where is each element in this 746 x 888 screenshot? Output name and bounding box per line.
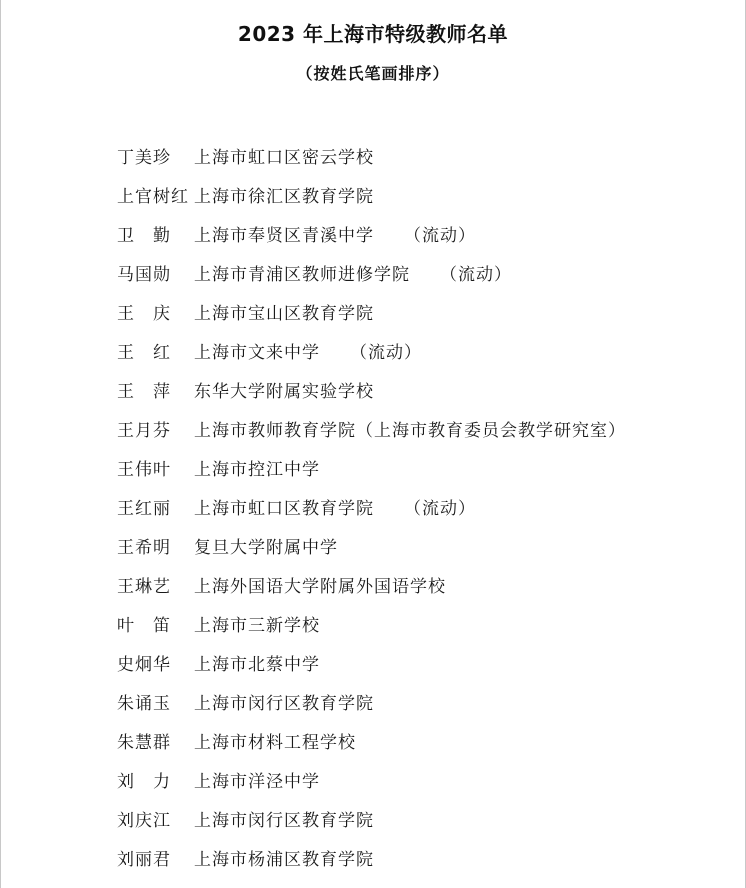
teacher-school: 复旦大学附属中学: [194, 538, 338, 558]
list-item: [117, 799, 725, 838]
teacher-name: 丁美珍: [117, 148, 171, 168]
teacher-school: 上海市宝山区教育学院: [194, 304, 374, 324]
teacher-note: （流动）: [440, 265, 512, 285]
list-item: [117, 604, 725, 643]
list-item: [117, 409, 725, 448]
teacher-name: 刘 力: [117, 772, 171, 792]
teacher-school: 上海市奉贤区青溪中学: [194, 226, 374, 246]
list-item: [117, 214, 725, 253]
list-item: [117, 448, 725, 487]
list-item: [117, 292, 725, 331]
teacher-name: 朱慧群: [117, 733, 171, 753]
teacher-note: （流动）: [404, 226, 476, 246]
teacher-name: 王伟叶: [117, 460, 171, 480]
teacher-school: 上海市教师教育学院（上海市教育委员会教学研究室）: [194, 421, 626, 441]
teacher-note: （流动）: [350, 343, 422, 363]
teacher-school: 上海市杨浦区教育学院: [194, 850, 374, 870]
teacher-school: 上海市闵行区教育学院: [194, 694, 374, 714]
list-item: [117, 175, 725, 214]
list-item: [117, 838, 725, 877]
teacher-name: 王 红: [117, 343, 171, 363]
teacher-note: （流动）: [404, 499, 476, 519]
list-item: [117, 136, 725, 175]
teacher-school: 上海市洋泾中学: [194, 772, 320, 792]
teacher-name: 卫 勤: [117, 226, 171, 246]
teacher-school: 上海市虹口区教育学院: [194, 499, 374, 519]
teacher-name: 马国勋: [117, 265, 171, 285]
list-item: [117, 721, 725, 760]
teacher-name: 叶 笛: [117, 616, 171, 636]
teacher-school: 上海市闵行区教育学院: [194, 811, 374, 831]
list-item: [117, 760, 725, 799]
teacher-name: 上官树红: [117, 187, 189, 207]
teacher-school: 上海市文来中学: [194, 343, 320, 363]
teacher-name: 王希明: [117, 538, 171, 558]
teacher-school: 上海市控江中学: [194, 460, 320, 480]
page-subtitle: （按姓氏笔画排序）: [296, 64, 450, 83]
teacher-school: 上海外国语大学附属外国语学校: [194, 577, 446, 597]
teacher-name: 刘庆江: [117, 811, 171, 831]
list-item: [117, 370, 725, 409]
page-title: 2023 年上海市特级教师名单: [237, 22, 509, 46]
list-item: [117, 643, 725, 682]
teacher-school: 上海市虹口区密云学校: [194, 148, 374, 168]
teacher-school: 上海市北蔡中学: [194, 655, 320, 675]
teacher-school: 东华大学附属实验学校: [194, 382, 374, 402]
list-item: [117, 253, 725, 292]
teacher-name: 王 庆: [117, 304, 171, 324]
teacher-name: 王月芬: [117, 421, 171, 441]
teacher-name: 王红丽: [117, 499, 171, 519]
teacher-name: 刘丽君: [117, 850, 171, 870]
teacher-name: 王琳艺: [117, 577, 171, 597]
teacher-school: 上海市三新学校: [194, 616, 320, 636]
teacher-school: 上海市青浦区教师进修学院: [194, 265, 410, 285]
teacher-school: 上海市材料工程学校: [194, 733, 356, 753]
list-item: [117, 331, 725, 370]
teacher-list: [117, 136, 725, 877]
list-item: [117, 682, 725, 721]
list-item: [117, 526, 725, 565]
list-item: [117, 565, 725, 604]
list-item: [117, 487, 725, 526]
teacher-name: 朱诵玉: [117, 694, 171, 714]
teacher-name: 史炯华: [117, 655, 171, 675]
teacher-name: 王 萍: [117, 382, 171, 402]
teacher-school: 上海市徐汇区教育学院: [194, 187, 374, 207]
